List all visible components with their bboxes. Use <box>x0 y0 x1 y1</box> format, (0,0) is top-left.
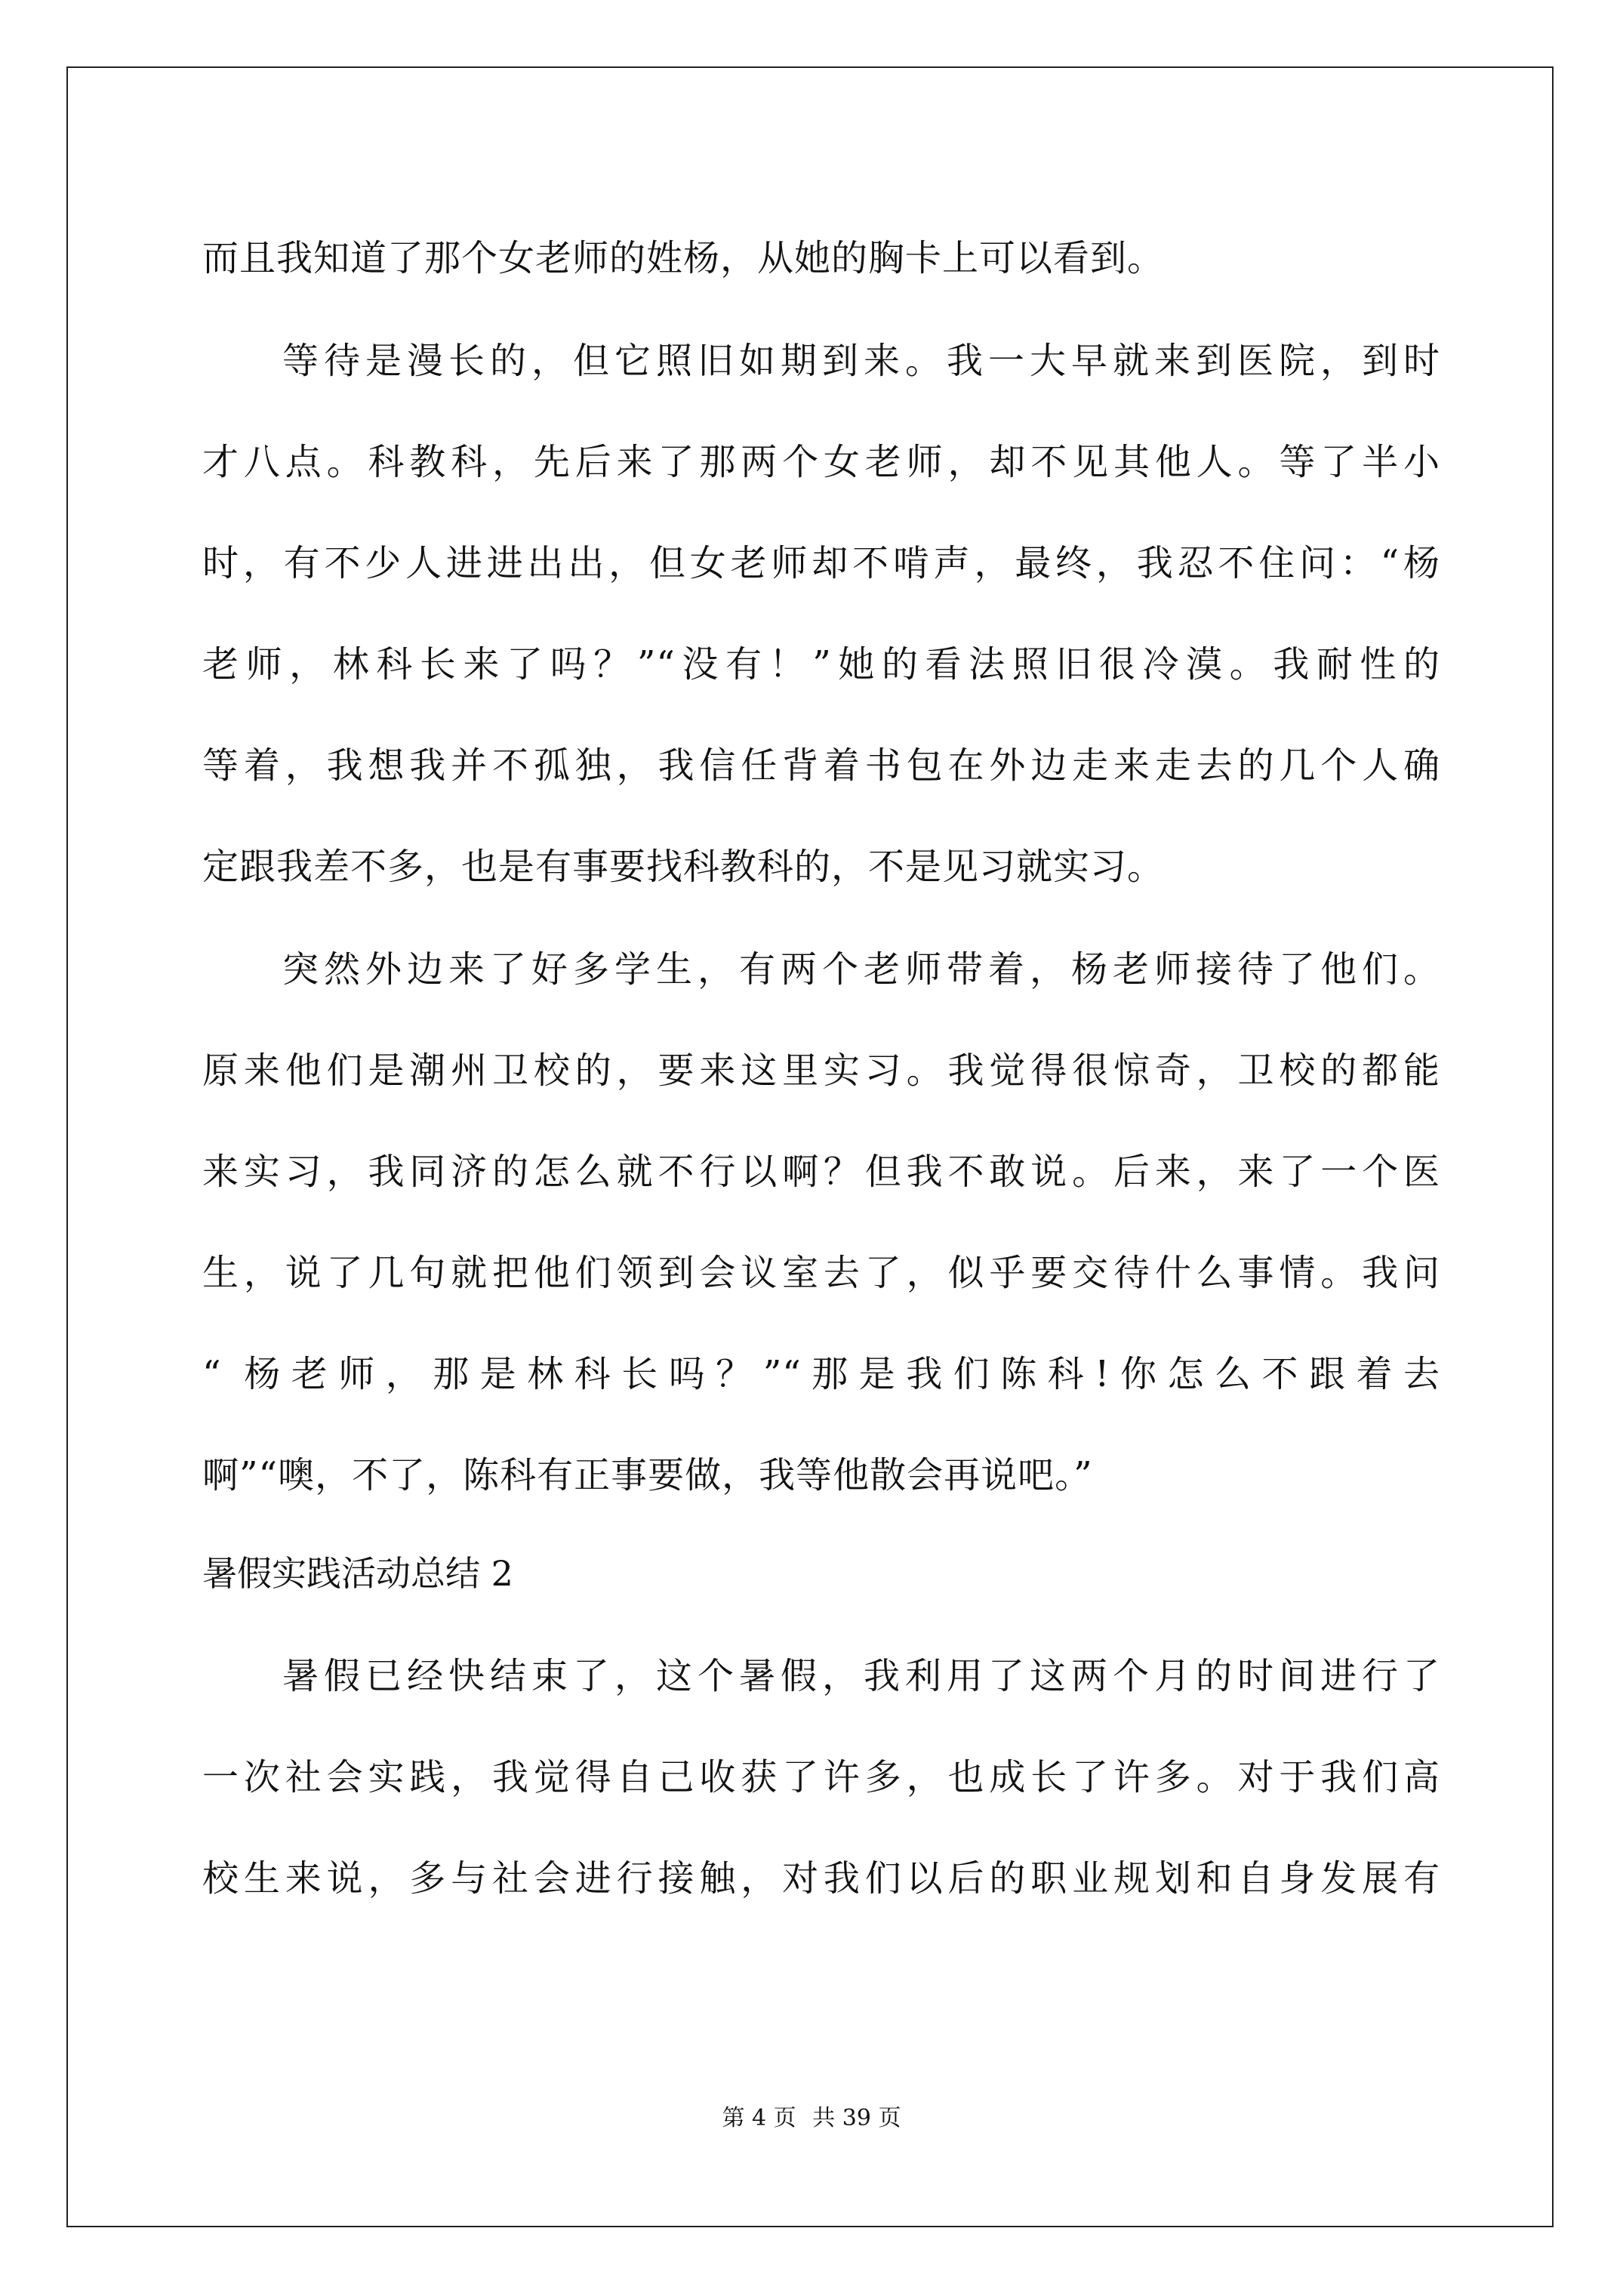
text-line: 突然外边来了好多学生，有两个老师带着，杨老师接待了他们。 <box>282 948 1440 991</box>
page-footer <box>0 2103 1623 2134</box>
text-line: 等着，我想我并不孤独，我信任背着书包在外边走来走去的几个人确 <box>202 744 1440 787</box>
text-line: 等待是漫长的，但它照旧如期到来。我一大早就来到医院，到时 <box>282 340 1440 382</box>
section-heading: 暑假实践活动总结 2 <box>202 1553 513 1594</box>
text-line: 生，说了几句就把他们领到会议室去了，似乎要交待什么事情。我问 <box>202 1252 1440 1294</box>
text-line: 定跟我差不多，也是有事要找科教科的，不是见习就实习。 <box>202 846 1165 888</box>
text-line: 而且我知道了那个女老师的姓杨，从她的胸卡上可以看到。 <box>202 237 1165 279</box>
text-line: 时，有不少人进进出出，但女老师却不啃声，最终，我忍不住问：“杨 <box>202 542 1440 584</box>
text-line: 才八点。科教科，先后来了那两个女老师，却不见其他人。等了半小 <box>202 441 1440 483</box>
page-total: 共 39 页 <box>812 2105 901 2131</box>
text-line: 原来他们是潮州卫校的，要来这里实习。我觉得很惊奇，卫校的都能 <box>202 1049 1440 1092</box>
text-line: “ 杨老师，那是林科长吗？”“那是我们陈科!你怎么不跟着去 <box>202 1353 1440 1395</box>
text-line: 暑假已经快结束了，这个暑假，我利用了这两个月的时间进行了 <box>282 1655 1440 1697</box>
text-line: 啊”“噢，不了，陈科有正事要做，我等他散会再说吧。” <box>202 1454 1093 1496</box>
text-line: 校生来说，多与社会进行接触，对我们以后的职业规划和自身发展有 <box>202 1857 1440 1900</box>
text-line: 老师，林科长来了吗？”“没有！”她的看法照旧很冷漠。我耐性的 <box>202 643 1440 686</box>
text-line: 来实习，我同济的怎么就不行以啊？但我不敢说。后来，来了一个医 <box>202 1151 1440 1193</box>
page-border <box>66 66 1554 2227</box>
text-line: 一次社会实践，我觉得自己收获了许多，也成长了许多。对于我们高 <box>202 1756 1440 1798</box>
page-number: 第 4 页 <box>722 2105 796 2131</box>
